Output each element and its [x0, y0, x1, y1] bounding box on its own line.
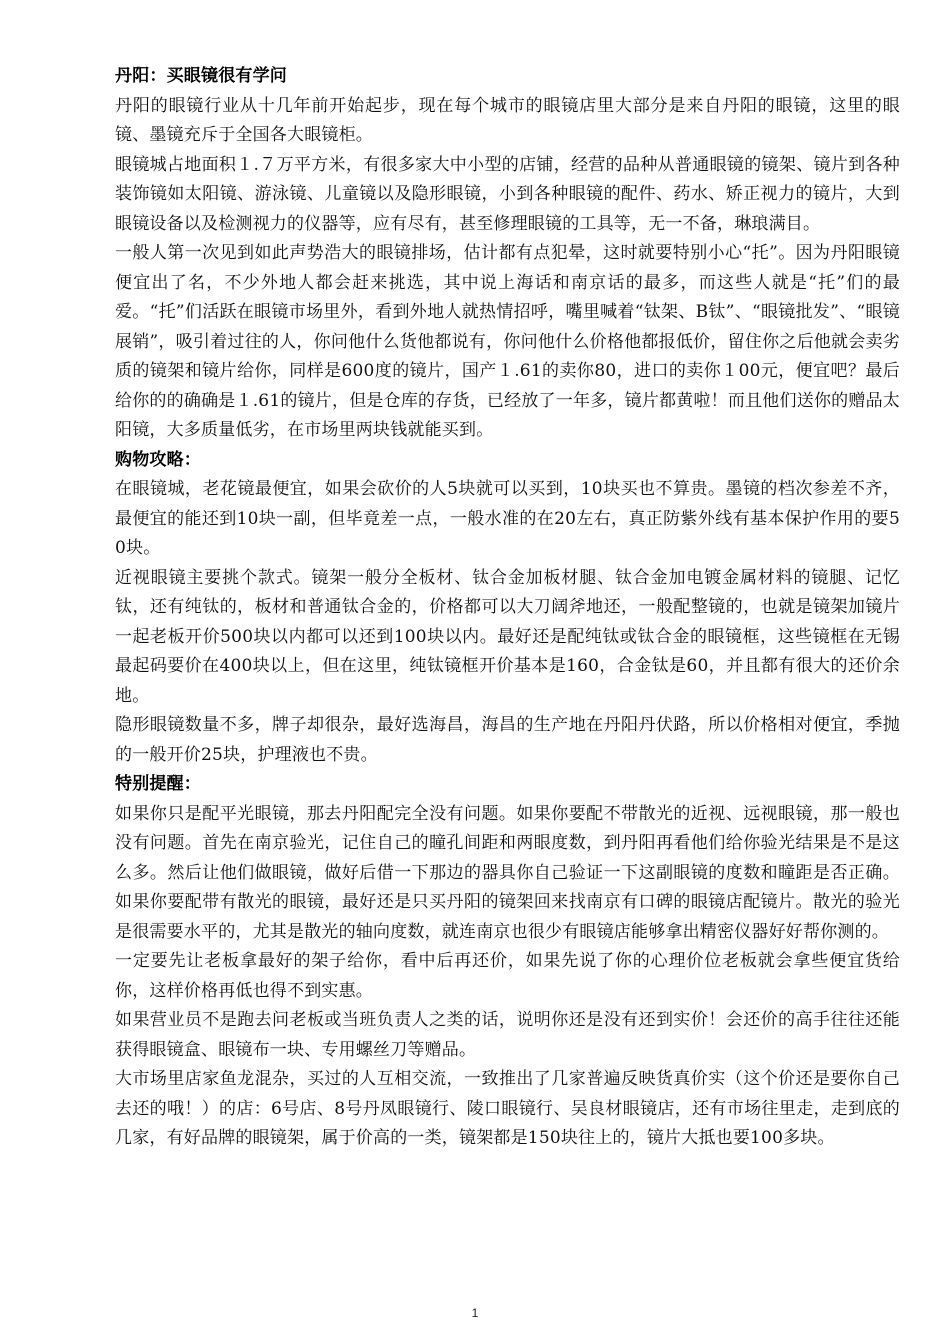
page-number: 1 [471, 1306, 479, 1320]
paragraph-intro-2: 眼镜城占地面积１.７万平方米，有很多家大中小型的店铺，经营的品种从普通眼镜的镜架、镜片到各种装饰镜如太阳镜、游泳镜、儿童镜以及隐形眼镜，小到各种眼镜的配件、药水、矫正视力的镜片，大到眼镜设备以及检测视力的仪器等，应有尽有，甚至修理眼镜的工具等，无一不备，琳琅满目。 [115, 154, 900, 234]
section-heading-reminder: 特别提醒： [115, 774, 201, 794]
document-title: 丹阳：买眼镜很有学问 [115, 66, 287, 86]
paragraph-intro-3: 一般人第一次见到如此声势浩大的眼镜排场，估计都有点犯晕，这时就要特别小心“托”。因为丹阳眼镜便宜出了名，不少外地人都会赶来挑选，其中说上海话和南京话的最多，而这些人就是“托”们的最爱。“托”们活跃在眼镜市场里外，看到外地人就热情招呼，嘴里喊着“钛架、B钛”、“眼镜批发”、“眼镜展销”，吸引着过往的人，你问他什么货他都说有，你问他什么价格他都报低价，留住你之后他就会卖劣质的镜架和镜片给你，同样是600度的镜片，国产１.61的卖你80，进口的卖你１00元，便宜吧？最后给你的的确确是１.61的镜片，但是仓库的存货，已经放了一年多，镜片都黄啦！而且他们送你的赠品太阳镜，大多质量低劣，在市场里两块钱就能买到。 [115, 243, 900, 440]
paragraph-shopping-1: 在眼镜城，老花镜最便宜，如果会砍价的人5块就可以买到，10块买也不算贵。墨镜的档次参差不齐，最便宜的能还到10块一副，但毕竟差一点，一般水准的在20左右，真正防紫外线有基本保护作用的要50块。 [115, 479, 900, 558]
document-body [115, 62, 900, 1154]
paragraph-shopping-2: 近视眼镜主要挑个款式。镜架一般分全板材、钛合金加板材腿、钛合金加电镀金属材料的镜腿、记忆钛，还有纯钛的，板材和普通钛合金的，价格都可以大刀阔斧地还，一般配整镜的，也就是镜架加镜片一起老板开价500块以内都可以还到100块以内。最好还是配纯钛或钛合金的眼镜框，这些镜框在无锡最起码要价在400块以上，但在这里，纯钛镜框开价基本是160，合金钛是60，并且都有很大的还价余地。 [115, 567, 900, 706]
section-heading-shopping: 购物攻略： [115, 449, 201, 470]
paragraph-intro-1: 丹阳的眼镜行业从十几年前开始起步，现在每个城市的眼镜店里大部分是来自丹阳的眼镜，这里的眼镜、墨镜充斥于全国各大眼镜柜。 [115, 95, 900, 145]
paragraph-reminder-2: 一定要先让老板拿最好的架子给你，看中后再还价，如果先说了你的心理价位老板就会拿些便宜货给你，这样价格再低也得不到实惠。 [115, 951, 900, 1001]
paragraph-reminder-4: 大市场里店家鱼龙混杂，买过的人互相交流，一致推出了几家普遍反映货真价实（这个价还是要你自己去还的哦！）的店：6号店、8号丹凤眼镜行、陵口眼镜行、吴良材眼镜店，还有市场往里走，走到底的几家，有好品牌的眼镜架，属于价高的一类，镜架都是150块往上的，镜片大抵也要100多块。 [115, 1069, 900, 1148]
paragraph-reminder-1: 如果你只是配平光眼镜，那去丹阳配完全没有问题。如果你要配不带散光的近视、远视眼镜，那一般也没有问题。首先在南京验光，记住自己的瞳孔间距和两眼度数，到丹阳再看他们给你验光结果是不是这么多。然后让他们做眼镜，做好后借一下那边的器具你自己验证一下这副眼镜的度数和瞳距是否正确。如果你要配带有散光的眼镜，最好还是只买丹阳的镜架回来找南京有口碑的眼镜店配镜片。散光的验光是很需要水平的，尤其是散光的轴向度数，就连南京也很少有眼镜店能够拿出精密仪器好好帮你测的。 [115, 803, 900, 942]
paragraph-reminder-3: 如果营业员不是跑去问老板或当班负责人之类的话，说明你还是没有还到实价！会还价的高手往往还能获得眼镜盒、眼镜布一块、专用螺丝刀等赠品。 [115, 1010, 900, 1060]
paragraph-shopping-3: 隐形眼镜数量不多，牌子却很杂，最好选海昌，海昌的生产地在丹阳丹伏路，所以价格相对便宜，季抛的一般开价25块，护理液也不贵。 [115, 715, 900, 765]
